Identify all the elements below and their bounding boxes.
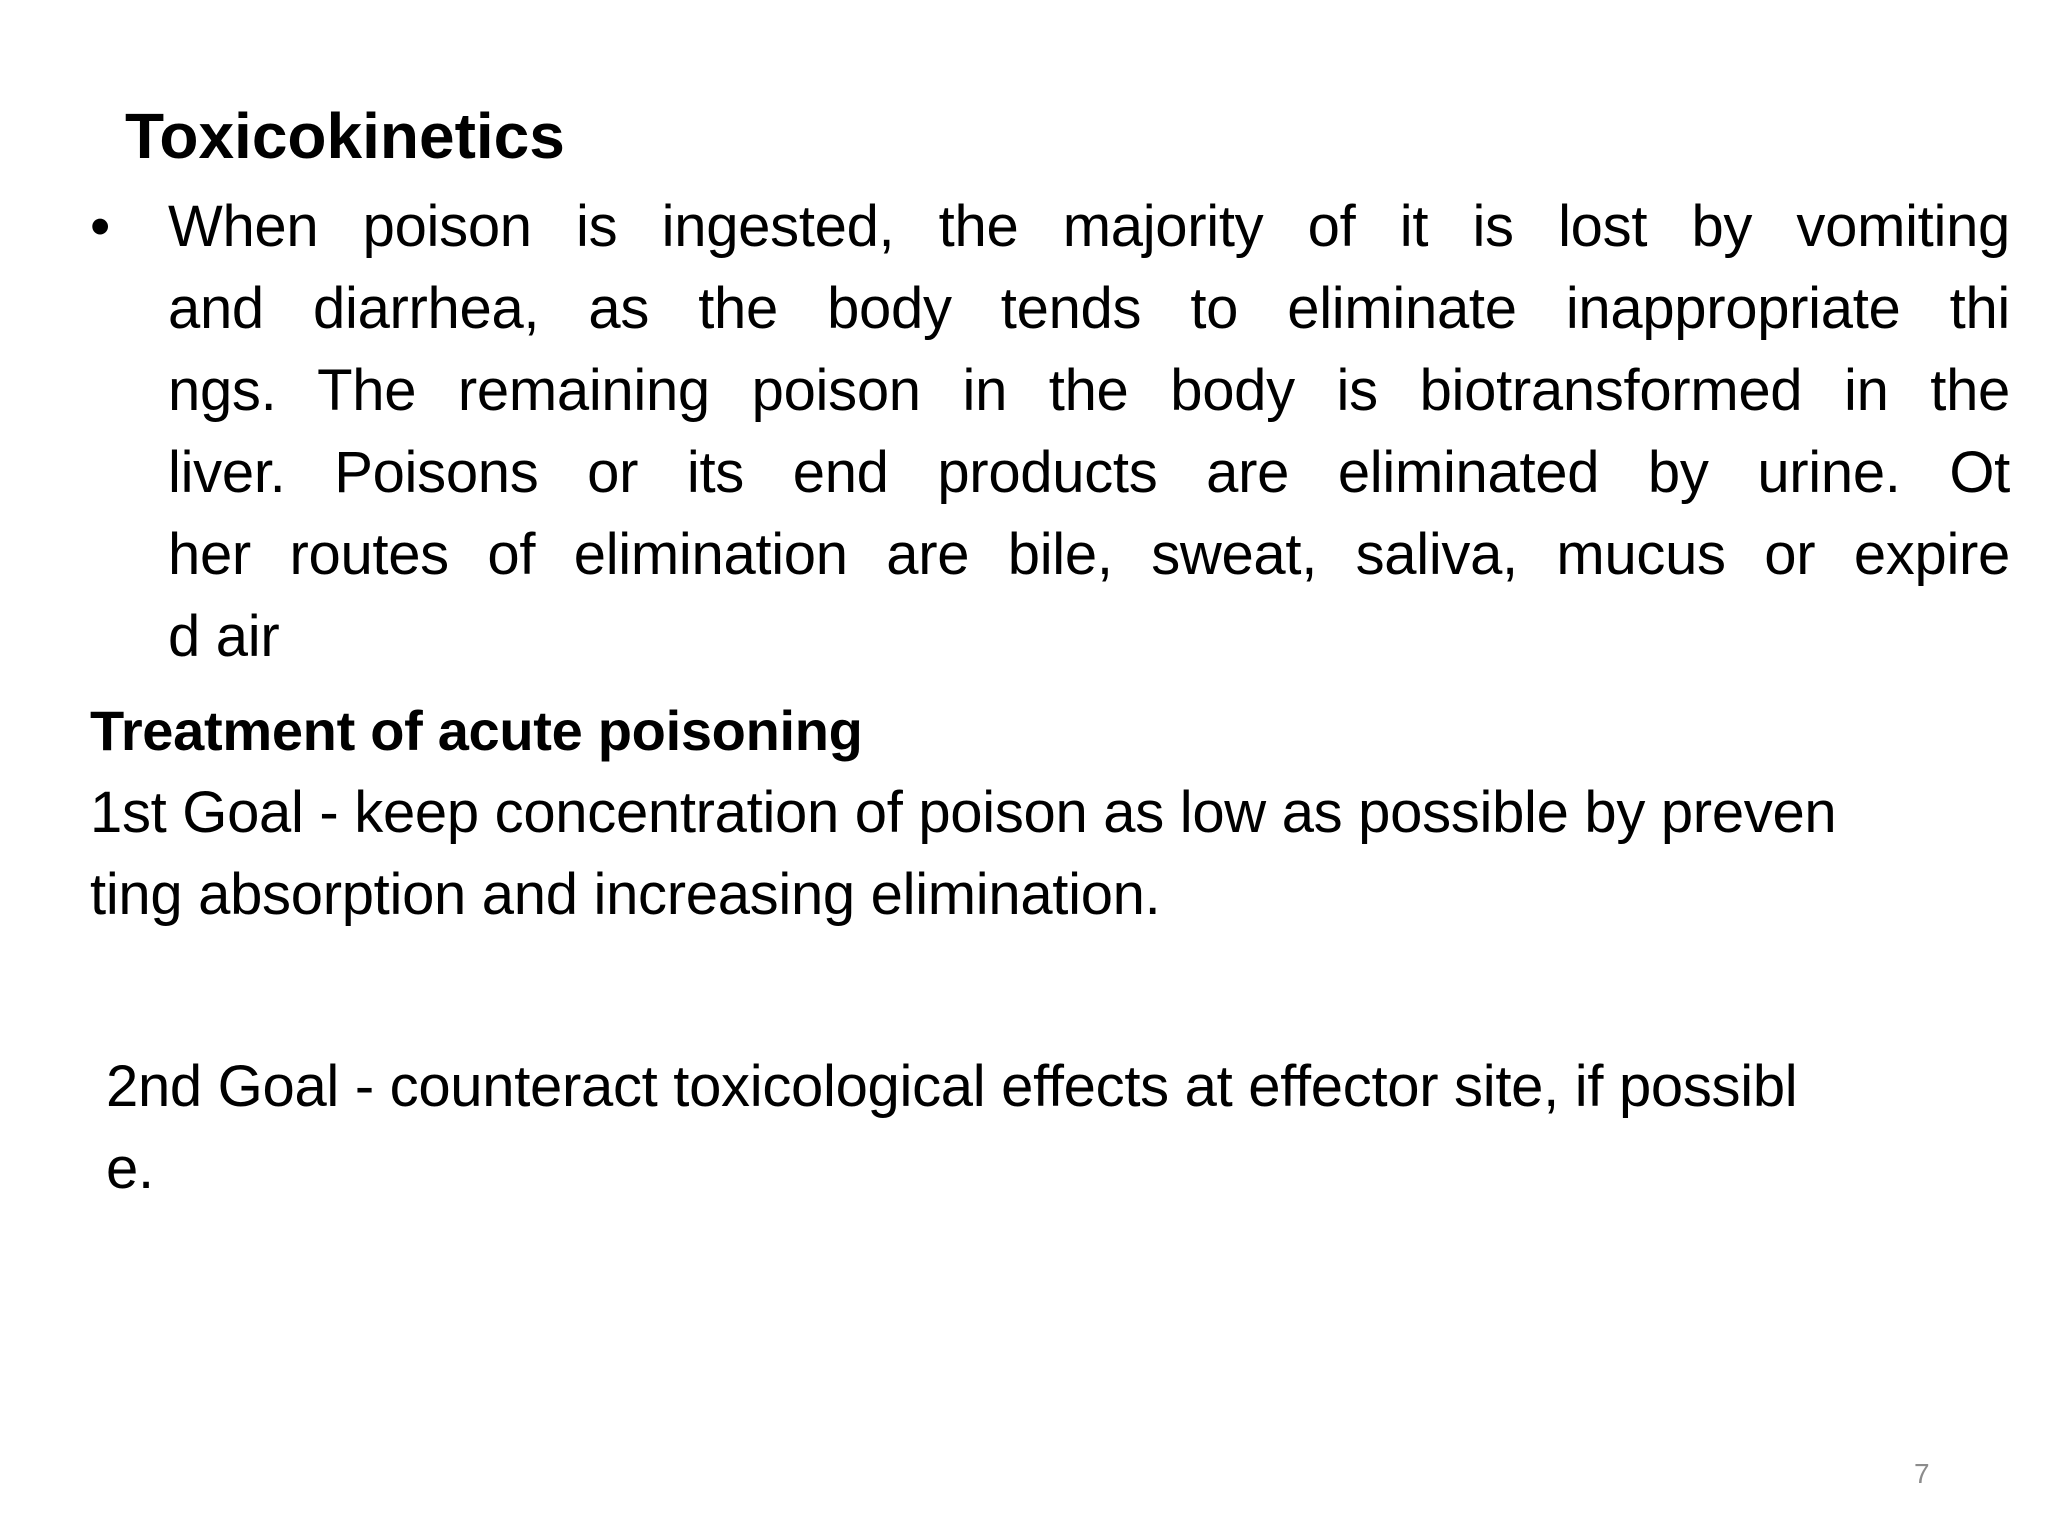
goal-2-line: 2nd Goal - counteract toxicological effects at effector site, if possibl [106, 1054, 1798, 1119]
slide-body [90, 186, 2010, 1210]
section-heading: Treatment of acute poisoning [90, 699, 863, 762]
bullet-line: liver. Poisons or its end products are eliminated by urine. Ot [168, 440, 2010, 505]
bullet-line: When poison is ingested, the majority of it is lost by vomiting [168, 194, 2010, 259]
bullet-line: and diarrhea, as the body tends to eliminate inappropriate thi [168, 276, 2010, 341]
goal-2-paragraph [90, 1046, 2010, 1210]
bullet-line: d air [168, 604, 280, 669]
goal-1-line: 1st Goal - keep concentration of poison as low as possible by preven [90, 780, 1837, 845]
slide-title: Toxicokinetics [125, 100, 565, 172]
bullet-paragraph [90, 186, 2010, 678]
page-number: 7 [1914, 1458, 1930, 1489]
goal-2-line: e. [106, 1136, 154, 1201]
bullet-line: ngs. The remaining poison in the body is biotransformed in the [168, 358, 2010, 423]
goal-1-paragraph [90, 772, 2010, 936]
goal-1-line: ting absorption and increasing elimination. [90, 862, 1161, 927]
bullet-line: her routes of elimination are bile, sweat, saliva, mucus or expire [168, 522, 2010, 587]
bullet-icon: • [90, 194, 111, 259]
